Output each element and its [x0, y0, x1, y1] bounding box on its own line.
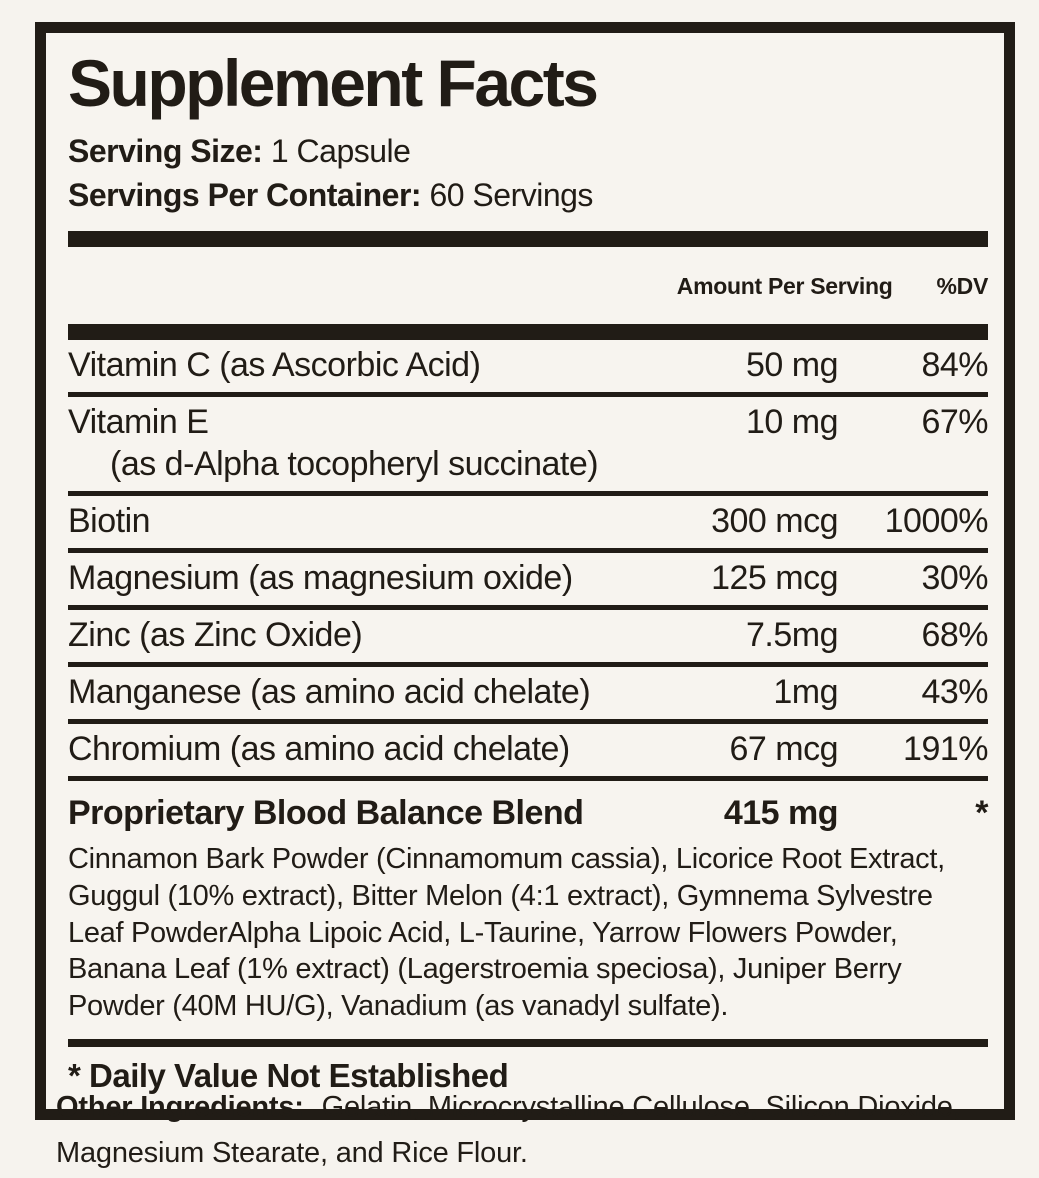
- blend-amount: 415 mg: [723, 794, 838, 833]
- nutrient-name: Manganese (as amino acid chelate): [68, 673, 591, 712]
- nutrient-name: [68, 404, 623, 482]
- other-ingredients-value: Gelatin, Microcrystalline Cellulose, Silicon Dioxide, Magnesium Stearate, and Rice Flour.: [56, 1091, 961, 1170]
- serving-size-line: [68, 129, 988, 173]
- blend-name: Proprietary Blood Balance Blend: [68, 794, 584, 833]
- nutrient-dv: 67%: [921, 403, 988, 442]
- nutrient-amount: 10 mg: [746, 403, 838, 442]
- blend-header-row: [68, 781, 988, 832]
- nutrient-dv: 43%: [921, 673, 988, 712]
- nutrient-dv: 1000%: [884, 502, 988, 541]
- footnote-rule: [68, 1039, 988, 1047]
- other-ingredients: [56, 1084, 1001, 1177]
- nutrient-row-biotin: [68, 496, 988, 553]
- nutrient-name: Biotin: [68, 502, 151, 541]
- proprietary-blend-section: [68, 781, 988, 1025]
- nutrient-row-magnesium: [68, 553, 988, 610]
- serving-size-label: Serving Size:: [68, 132, 263, 169]
- nutrient-dv: 68%: [921, 616, 988, 655]
- nutrient-row-manganese: [68, 667, 988, 724]
- nutrient-name: Chromium (as amino acid chelate): [68, 730, 570, 769]
- nutrient-row-zinc: [68, 610, 988, 667]
- nutrient-row-vitamin-c: [68, 340, 988, 397]
- serving-info: [68, 129, 988, 217]
- nutrient-name-line2: (as d-Alpha tocopheryl succinate): [110, 445, 599, 484]
- dv-header: %DV: [936, 273, 988, 300]
- supplement-facts-panel: [35, 22, 1015, 1120]
- servings-per-container-label: Servings Per Container:: [68, 177, 422, 214]
- amount-per-serving-header: Amount Per Serving: [676, 273, 893, 300]
- nutrient-dv: 191%: [903, 730, 988, 769]
- nutrient-amount: 7.5mg: [746, 616, 838, 655]
- nutrient-amount: 1mg: [773, 673, 838, 712]
- panel-title: Supplement Facts: [68, 46, 597, 120]
- column-header-row: [68, 247, 988, 324]
- nutrient-dv: 84%: [921, 346, 988, 385]
- nutrient-amount: 67 mcg: [729, 730, 838, 769]
- other-ingredients-label: Other Ingredients:: [56, 1091, 304, 1123]
- blend-description: Cinnamon Bark Powder (Cinnamomum cassia), Licorice Root Extract, Guggul (10% extract), Bitter Melon (4:1 extract), Gymnema Sylvestre Leaf PowderAlpha Lipoic Acid, L-Taurine, Yarrow Flowers Powder, Banana Leaf (1% extract) (Lagerstroemia speciosa), Juniper Berry Powder (40M HU/G), Vanadium (as vanadyl sulfate).: [68, 842, 945, 1023]
- servings-per-container-line: [68, 173, 988, 217]
- blend-dv-asterisk: *: [975, 794, 988, 833]
- nutrient-amount: 125 mcg: [711, 559, 838, 598]
- nutrient-amount: 300 mcg: [711, 502, 838, 541]
- thick-rule-header: [68, 324, 988, 340]
- nutrient-row-chromium: [68, 724, 988, 781]
- nutrient-name: Vitamin C (as Ascorbic Acid): [68, 346, 481, 385]
- daily-value-footnote: * Daily Value Not Established: [68, 1057, 509, 1094]
- nutrient-name: Magnesium (as magnesium oxide): [68, 559, 573, 598]
- serving-size-value: 1 Capsule: [262, 132, 411, 169]
- thick-rule-top: [68, 231, 988, 247]
- nutrient-dv: 30%: [921, 559, 988, 598]
- nutrient-amount: 50 mg: [746, 346, 838, 385]
- nutrient-row-vitamin-e: [68, 397, 988, 496]
- nutrient-name-line1: Vitamin E: [68, 403, 209, 442]
- nutrient-name: Zinc (as Zinc Oxide): [68, 616, 363, 655]
- servings-per-container-value: 60 Servings: [421, 177, 593, 214]
